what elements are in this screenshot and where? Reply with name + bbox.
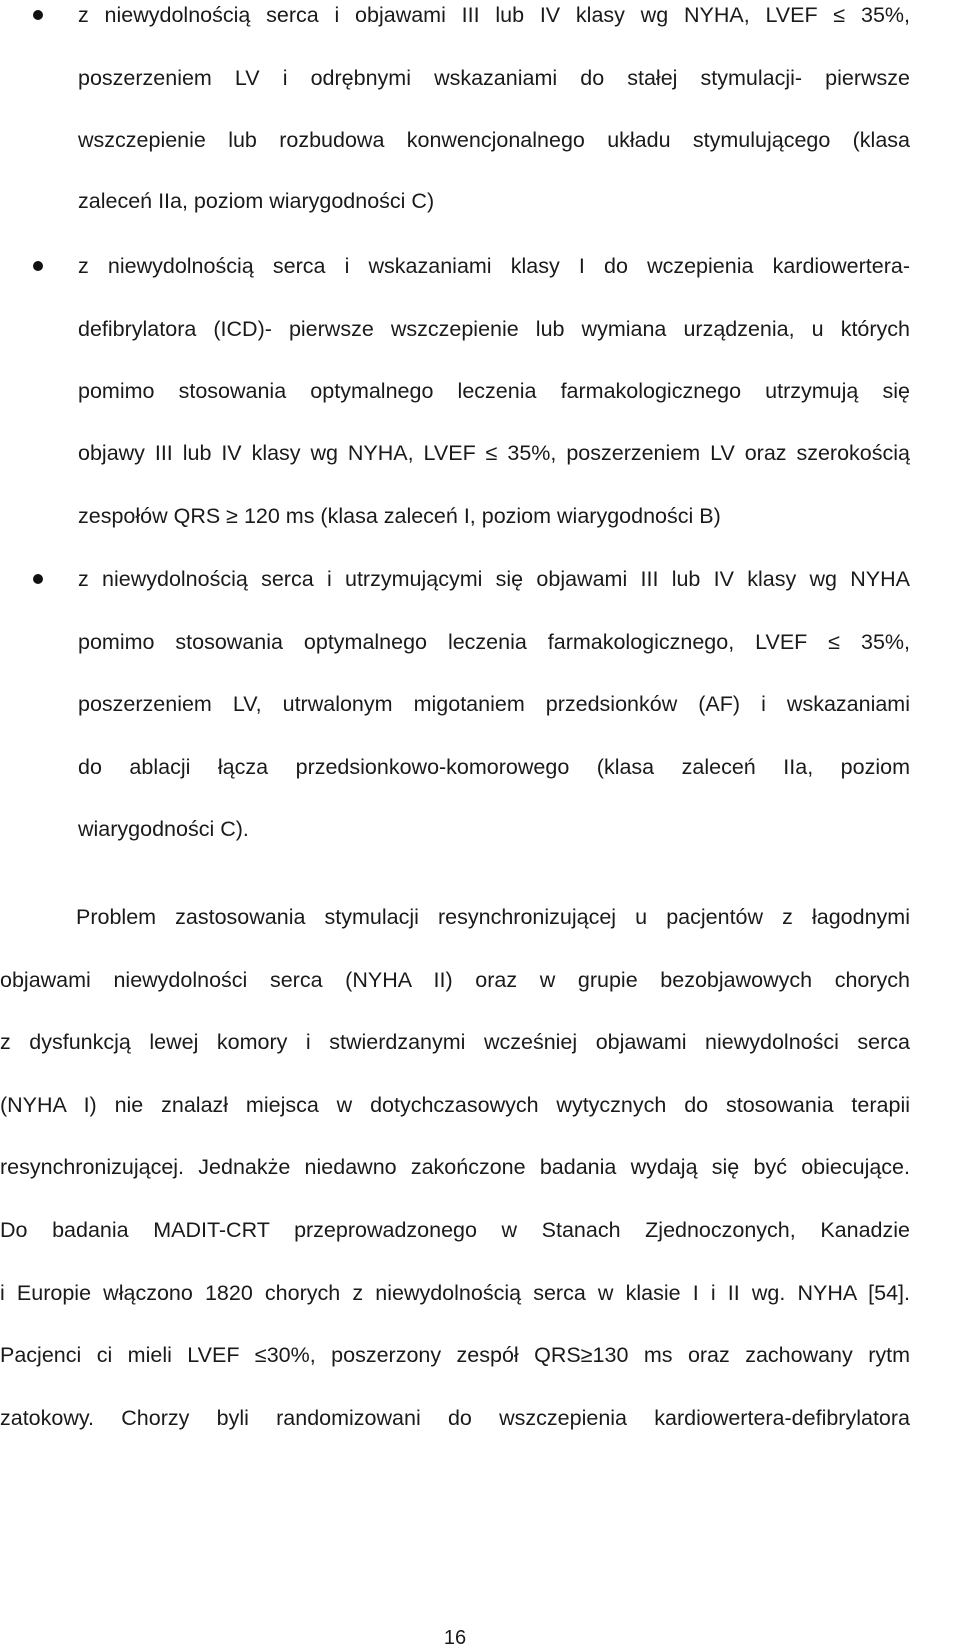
paragraph-line: zatokowy. Chorzy byli randomizowani do wszczepienia kardiowertera-defibrylatora [0, 1406, 910, 1430]
paragraph-line: i Europie włączono 1820 chorych z niewydolnością serca w klasie I i II wg. NYHA [54]. [0, 1281, 910, 1305]
bullet-line: wszczepienie lub rozbudowa konwencjonalnego układu stymulującego (klasa [78, 128, 910, 152]
paragraph-line: Problem zastosowania stymulacji resynchronizującej u pacjentów z łagodnymi [76, 905, 910, 929]
paragraph-line: z dysfunkcją lewej komory i stwierdzanymi wcześniej objawami niewydolności serca [0, 1030, 910, 1054]
paragraph-line: (NYHA I) nie znalazł miejsca w dotychczasowych wytycznych do stosowania terapii [0, 1093, 910, 1117]
bullet-line: z niewydolnością serca i objawami III lub IV klasy wg NYHA, LVEF ≤ 35%, [78, 3, 910, 27]
bullet-line: do ablacji łącza przedsionkowo-komorowego (klasa zaleceń IIa, poziom [78, 755, 910, 779]
bullet-line: z niewydolnością serca i utrzymującymi się objawami III lub IV klasy wg NYHA [78, 567, 910, 591]
bullet-line: pomimo stosowania optymalnego leczenia farmakologicznego, LVEF ≤ 35%, [78, 630, 910, 654]
bullet-line: poszerzeniem LV i odrębnymi wskazaniami do stałej stymulacji- pierwsze [78, 66, 910, 90]
page-number: 16 [443, 1627, 467, 1649]
bullet-dot-icon [33, 10, 43, 20]
bullet-line: wiarygodności C). [78, 817, 249, 841]
bullet-line: zaleceń IIa, poziom wiarygodności C) [78, 189, 435, 213]
paragraph-line: Do badania MADIT-CRT przeprowadzonego w Stanach Zjednoczonych, Kanadzie [0, 1218, 910, 1242]
bullet-line: z niewydolnością serca i wskazaniami klasy I do wczepienia kardiowertera- [78, 254, 910, 278]
paragraph-line: Pacjenci ci mieli LVEF ≤30%, poszerzony zespół QRS≥130 ms oraz zachowany rytm [0, 1343, 910, 1367]
bullet-line: zespołów QRS ≥ 120 ms (klasa zaleceń I, poziom wiarygodności B) [78, 504, 721, 528]
paragraph-line: objawami niewydolności serca (NYHA II) oraz w grupie bezobjawowych chorych [0, 968, 910, 992]
paragraph-line: resynchronizującej. Jednakże niedawno zakończone badania wydają się być obiecujące. [0, 1155, 910, 1179]
bullet-line: objawy III lub IV klasy wg NYHA, LVEF ≤ 35%, poszerzeniem LV oraz szerokością [78, 441, 910, 465]
bullet-dot-icon [33, 261, 43, 271]
bullet-line: poszerzeniem LV, utrwalonym migotaniem przedsionków (AF) i wskazaniami [78, 692, 910, 716]
bullet-line: defibrylatora (ICD)- pierwsze wszczepienie lub wymiana urządzenia, u których [78, 317, 910, 341]
bullet-line: pomimo stosowania optymalnego leczenia farmakologicznego utrzymują się [78, 379, 910, 403]
bullet-dot-icon [33, 574, 43, 584]
